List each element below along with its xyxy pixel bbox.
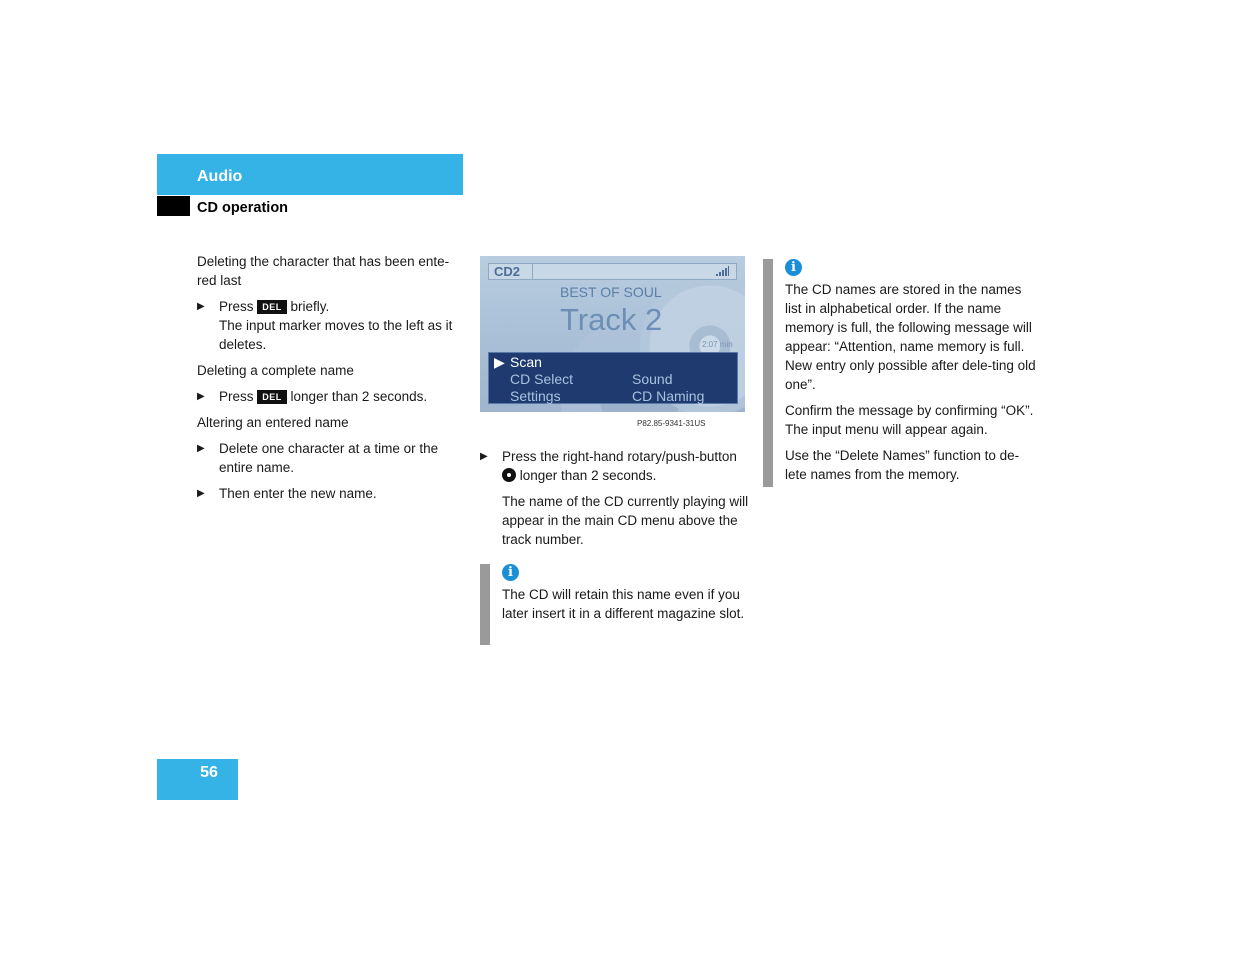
display-status-bar [488,263,737,280]
del-key-icon: DEL [257,390,287,404]
middle-column [480,447,750,556]
triangle-right-icon: ▶ [197,391,205,402]
cd-slot-label: CD2 [494,264,521,279]
middle-info-box [502,562,752,623]
heading-delete-complete-name: Deleting a complete name [197,363,354,378]
signal-icon [716,266,730,276]
step-press-del-long [197,387,465,406]
menu-item-cd-select: CD Select [510,371,574,387]
track-time: 2:07 min [702,340,733,349]
status-divider [532,263,533,280]
track-title: Track 2 [560,302,663,337]
cd-display-illustration [480,256,745,412]
step-press-label: Press [219,389,254,404]
right-info-text-1: The CD names are stored in the names list in alphabetical order. If the name memory is full, the following message will appear: “Attention, name memory is full. New entry only possible after dele-ting old one”. [785,282,1036,392]
info-bar [763,259,773,487]
info-icon: i [785,259,802,276]
right-info-text-2: Confirm the message by confirming “OK”. The input menu will appear again. [785,403,1034,437]
menu-item-sound: Sound [632,371,673,387]
triangle-right-icon: ▶ [197,443,205,454]
step-press-label: Press [219,299,254,314]
step-enter-new-name [197,484,465,503]
step-longer-label: longer than 2 seconds. [290,389,428,404]
step-briefly-label: briefly. [290,299,330,314]
step-enter-new-name-text: Then enter the new name. [219,486,377,501]
figure-id: P82.85-9341-31US [637,419,706,428]
step-press-rotary [480,447,750,485]
step-delete-chars [197,439,465,477]
heading-delete-last-char: Deleting the character that has been ente-red last [197,254,450,288]
info-icon: i [502,564,519,581]
menu-item-cd-naming: CD Naming [632,388,705,404]
menu-selected-marker: ▶ [494,354,505,370]
right-info-text-3: Use the “Delete Names” function to de-lete names from the memory. [785,448,1020,482]
subsection-marker [157,196,190,216]
menu-item-settings: Settings [510,388,561,404]
triangle-right-icon: ▶ [197,488,205,499]
cd-name-note: The name of the CD currently playing will appear in the main CD menu above the track number. [502,494,749,547]
left-column [197,252,465,510]
rotary-knob-icon [502,468,516,482]
step-delete-chars-text: Delete one character at a time or the entire name. [219,441,439,475]
step-press-del-briefly [197,297,465,354]
right-info-box [785,257,1037,491]
triangle-right-icon: ▶ [480,451,488,462]
middle-info-text: The CD will retain this name even if you later insert it in a different magazine slot. [502,587,745,621]
heading-alter-name: Altering an entered name [197,415,349,430]
album-title: BEST OF SOUL [560,284,662,300]
step-rotary-text-a: Press the right-hand rotary/push-button [502,449,737,464]
cd-menu [488,352,738,404]
info-bar [480,564,490,645]
triangle-right-icon: ▶ [197,301,205,312]
step-rotary-text-b: longer than 2 seconds. [519,468,657,483]
section-title: Audio [197,168,243,185]
menu-item-scan: Scan [510,354,542,370]
page-number: 56 [200,764,218,781]
del-key-icon: DEL [257,300,287,314]
subsection-title: CD operation [197,200,289,216]
step-note: The input marker moves to the left as it deletes. [219,318,453,352]
